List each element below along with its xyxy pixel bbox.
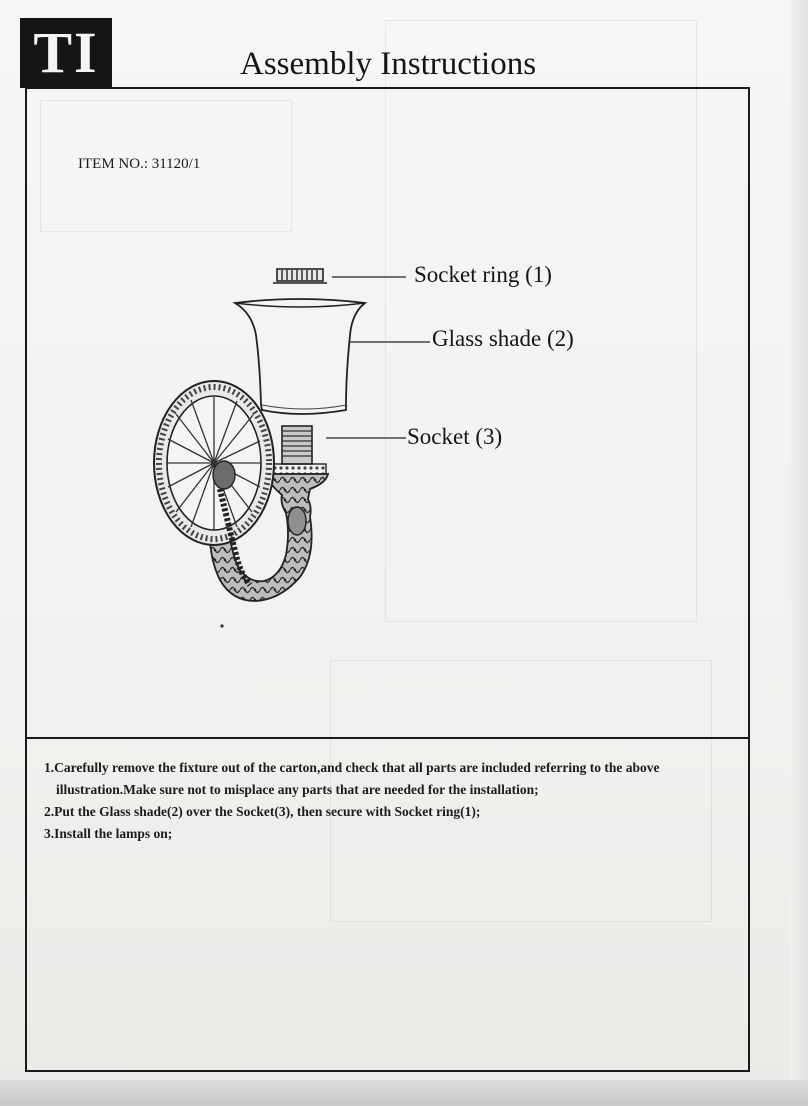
socket-ring-label: Socket ring (1) <box>414 262 552 287</box>
socket-label: Socket (3) <box>407 424 503 449</box>
instruction-step-1-line-2: illustration.Make sure not to misplace any parts that are needed for the installation; <box>56 782 539 797</box>
glass-shade-part <box>235 299 365 414</box>
instruction-step-1-line-1: 1.Carefully remove the fixture out of the carton,and check that all parts are included referring to the above <box>44 760 660 775</box>
instruction-step-2: 2.Put the Glass shade(2) over the Socket(3), then secure with Socket ring(1); <box>44 804 481 819</box>
socket-part <box>268 426 326 474</box>
fixture-illustration <box>140 255 620 635</box>
page-bottom-shadow <box>0 1080 808 1106</box>
item-number: ITEM NO.: 31120/1 <box>78 156 201 172</box>
socket-ring-part <box>273 269 327 283</box>
section-divider <box>25 737 750 739</box>
instruction-step-3: 3.Install the lamps on; <box>44 826 173 841</box>
glass-shade-label: Glass shade (2) <box>432 326 574 351</box>
instruction-list <box>44 757 734 845</box>
page-edge-shadow <box>790 0 808 1106</box>
page-title: Assembly Instructions <box>240 46 537 82</box>
brand-logo: TI <box>20 18 112 88</box>
